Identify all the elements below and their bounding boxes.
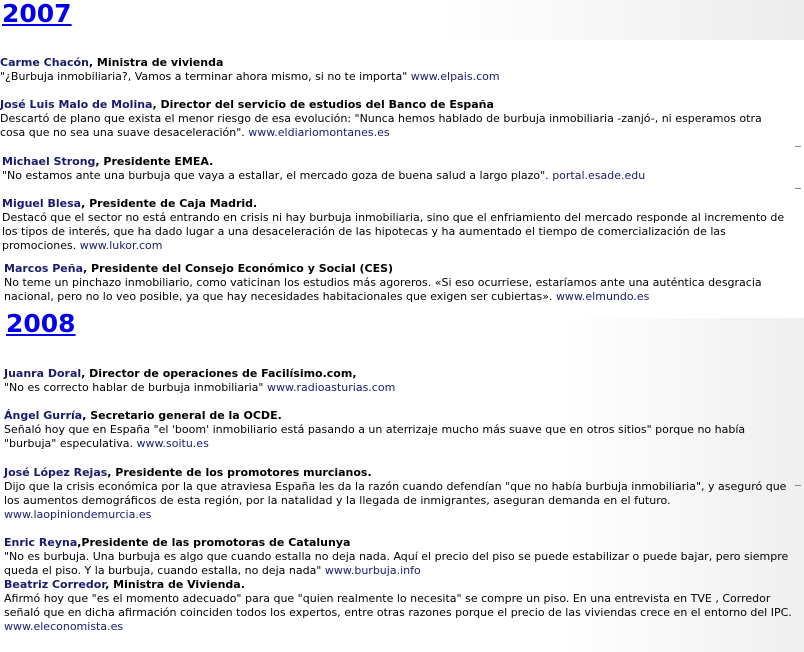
person-name: Michael Strong bbox=[2, 155, 96, 168]
quote-text: "No estamos ante una burbuja que vaya a estallar, el mercado goza de buena salud a largo plazo". bbox=[2, 169, 553, 182]
person-name: José López Rejas bbox=[4, 466, 108, 479]
quote-text: Dijo que la crisis económica por la que atraviesa España les da la razón cuando defendían "que no había burbuja inmobiliaria", y aseguró que los aumentos demográficos de esta región, por la natalidad y la llegada de inmigrantes, aseguran demanda en el futuro. bbox=[4, 480, 787, 507]
quote-entry bbox=[4, 466, 794, 522]
person-name: Miguel Blesa bbox=[2, 197, 82, 210]
quote-text: No teme un pinchazo inmobiliario, como vaticinan los estudios más agoreros. «Si eso ocurriese, estaríamos ante una auténtica desgracia nacional, pero no lo veo posible, ya que hay necesidades habitacionales que exigen ser cubiertas». bbox=[4, 276, 762, 303]
quote-entry bbox=[4, 409, 784, 451]
person-role: , Presidente de los promotores murcianos. bbox=[107, 466, 372, 479]
quote-text: "¿Burbuja inmobiliaria?, Vamos a terminar ahora mismo, si no te importa" bbox=[0, 70, 411, 83]
person-name: Enric Reyna bbox=[4, 536, 78, 549]
quote-entry bbox=[4, 262, 789, 304]
source-link[interactable]: portal.esade.edu bbox=[552, 169, 646, 182]
year-2007-link[interactable]: 2007 bbox=[2, 0, 72, 28]
quote-text: Afirmó hoy que "es el momento adecuado" para que "quien realmente lo necesita" se compre un piso. En una entrevista en TVE , Corredor señaló que en dicha afirmación coinciden todos los expertos, entre otras razones porque el precio de las viviendas crece en el entorno del IPC. bbox=[4, 592, 792, 619]
quote-entry bbox=[4, 367, 794, 395]
divider-tick bbox=[795, 146, 801, 147]
source-link[interactable]: www.lukor.com bbox=[79, 239, 163, 252]
quote-text: "No es burbuja. Una burbuja es algo que cuando estalla no deja nada. Aquí el precio del piso se puede estabilizar o puede bajar, pero siempre queda el piso. Y la burbuja, cuando estalla, no deja nada" bbox=[4, 550, 789, 577]
divider-tick bbox=[795, 485, 801, 486]
source-link[interactable]: www.eldiariomontanes.es bbox=[248, 126, 390, 139]
source-link[interactable]: www.eleconomista.es bbox=[4, 620, 124, 633]
source-link[interactable]: www.soitu.es bbox=[136, 437, 209, 450]
quote-text: Señaló hoy que en España "el 'boom' inmobiliario está pasando a un aterrizaje mucho más suave que en otros sitios" porque no había "burbuja" especulativa. bbox=[4, 423, 746, 450]
person-role: , Director de operaciones de Facilísimo.com, bbox=[81, 367, 357, 380]
person-name: Juanra Doral bbox=[4, 367, 82, 380]
person-role: , Secretario general de la OCDE. bbox=[82, 409, 282, 422]
person-role: , Director del servicio de estudios del Banco de España bbox=[152, 98, 494, 111]
person-role: , Ministra de Vivienda. bbox=[105, 578, 245, 591]
source-link[interactable]: www.elpais.com bbox=[410, 70, 500, 83]
header-band bbox=[0, 0, 804, 40]
quote-entry bbox=[4, 536, 789, 578]
person-name: Carme Chacón bbox=[0, 56, 89, 69]
divider-tick bbox=[795, 188, 801, 189]
year-2008-link[interactable]: 2008 bbox=[6, 309, 76, 338]
person-name: Beatriz Corredor bbox=[4, 578, 106, 591]
quote-entry bbox=[2, 155, 792, 183]
source-link[interactable]: www.burbuja.info bbox=[324, 564, 421, 577]
quote-text: Destacó que el sector no está entrando en crisis ni hay burbuja inmobiliaria, sino que el enfriamiento del mercado responde al incremento de los tipos de interés, que ha dado lugar a una desaceleración de las hipotecas y ha aumentado el tiempo de comercialización de las promociones. bbox=[2, 211, 785, 252]
quote-entry bbox=[0, 56, 790, 84]
person-role: ,Presidente de las promotoras de Catalunya bbox=[77, 536, 351, 549]
source-link[interactable]: www.elmundo.es bbox=[555, 290, 650, 303]
person-role: , Ministra de vivienda bbox=[88, 56, 224, 69]
quote-text: Descartó de plano que exista el menor riesgo de esa evolución: "Nunca hemos hablado de burbuja inmobiliaria -zanjó-, ni esperamos otra cosa que no sea una suave desaceleración". bbox=[0, 112, 762, 139]
person-role: , Presidente de Caja Madrid. bbox=[81, 197, 258, 210]
source-link[interactable]: www.laopiniondemurcia.es bbox=[4, 508, 152, 521]
person-role: , Presidente del Consejo Económico y Social (CES) bbox=[83, 262, 394, 275]
quote-entry bbox=[2, 197, 787, 253]
quote-entry bbox=[0, 98, 785, 140]
quote-entry bbox=[4, 578, 794, 634]
person-name: Marcos Peña bbox=[4, 262, 84, 275]
person-name: Ángel Gurría bbox=[4, 409, 83, 422]
source-link[interactable]: www.radioasturias.com bbox=[266, 381, 396, 394]
person-role: , Presidente EMEA. bbox=[95, 155, 214, 168]
person-name: José Luis Malo de Molina bbox=[0, 98, 153, 111]
quote-text: "No es correcto hablar de burbuja inmobiliaria" bbox=[4, 381, 267, 394]
